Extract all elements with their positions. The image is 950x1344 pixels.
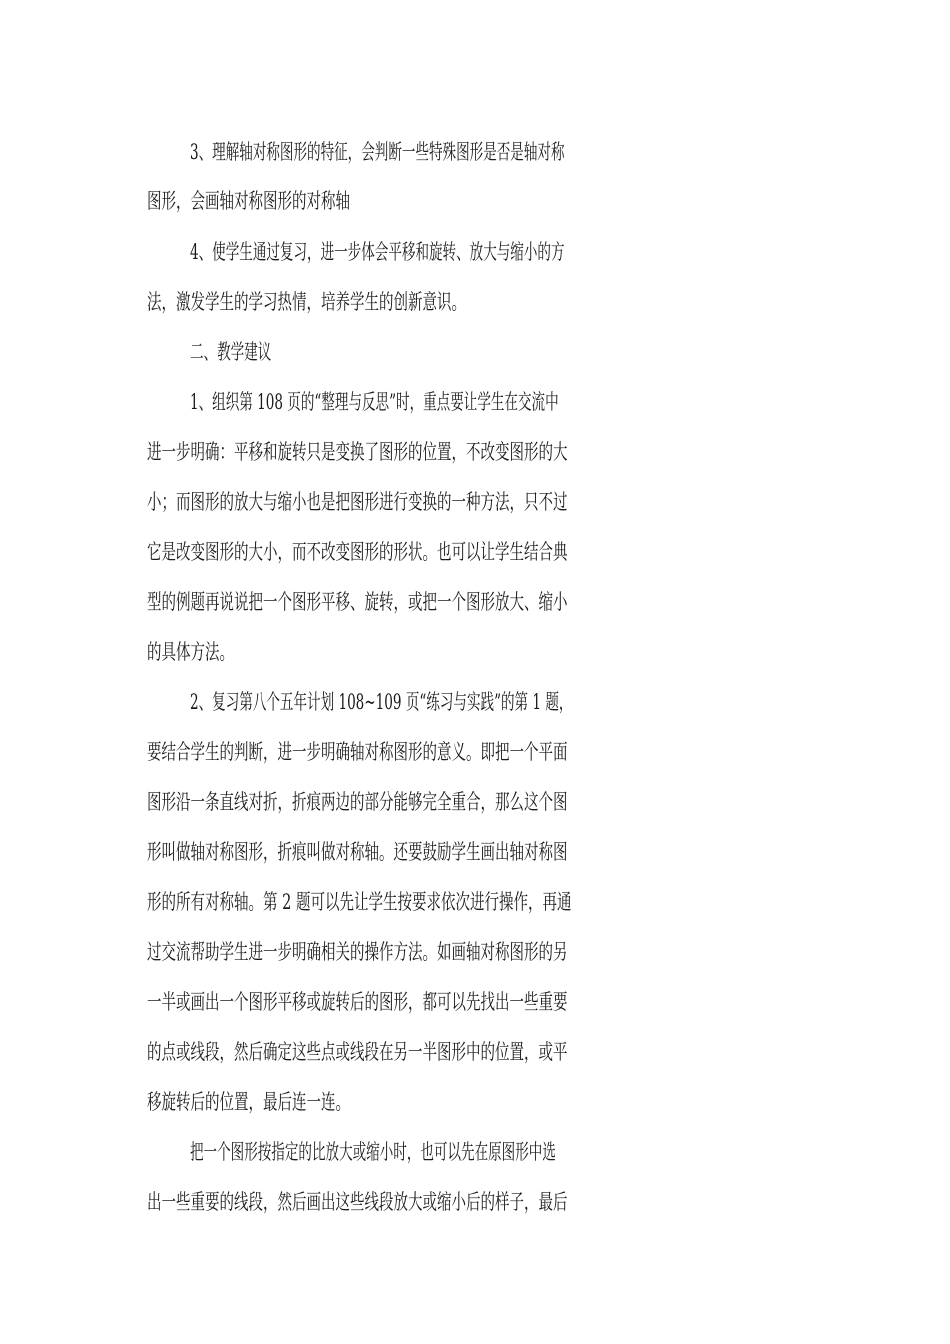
text-line: 小；而图形的放大与缩小也是把图形进行变换的一种方法，只不过 [147, 490, 568, 514]
text-line: 型的例题再说说把一个图形平移、旋转，或把一个图形放大、缩小 [147, 590, 568, 614]
text-line: 法，激发学生的学习热情，培养学生的创新意识。 [147, 290, 467, 314]
text-line: 图形，会画轴对称图形的对称轴 [147, 189, 351, 213]
text-line: 出一些重要的线段，然后画出这些线段放大或缩小后的样子，最后 [147, 1190, 568, 1214]
text-line: 4、使学生通过复习，进一步体会平移和旋转、放大与缩小的方 [190, 240, 565, 264]
text-line: 的点或线段，然后确定这些点或线段在另一半图形中的位置，或平 [147, 1040, 568, 1064]
text-line: 3、理解轴对称图形的特征，会判断一些特殊图形是否是轴对称 [190, 140, 565, 164]
text-line: 要结合学生的判断，进一步明确轴对称图形的意义。即把一个平面 [147, 740, 568, 764]
text-line: 移旋转后的位置，最后连一连。 [147, 1090, 351, 1114]
text-line: 1、组织第 108 页的“整理与反思”时，重点要让学生在交流中 [190, 390, 559, 414]
text-line: 的具体方法。 [147, 640, 235, 664]
text-line: 形叫做轴对称图形，折痕叫做对称轴。还要鼓励学生画出轴对称图 [147, 840, 568, 864]
text-line: 把一个图形按指定的比放大或缩小时，也可以先在原图形中选 [190, 1140, 556, 1164]
text-line: 形的所有对称轴。第 2 题可以先让学生按要求依次进行操作，再通 [147, 890, 572, 914]
text-line: 过交流帮助学生进一步明确相关的操作方法。如画轴对称图形的另 [147, 940, 568, 964]
section-heading: 二、教学建议 [190, 340, 272, 364]
text-line: 2、复习第八个五年计划 108~109 页“练习与实践”的第 1 题， [190, 690, 573, 714]
text-line: 图形沿一条直线对折，折痕两边的部分能够完全重合，那么这个图 [147, 790, 568, 814]
text-line: 一半或画出一个图形平移或旋转后的图形，都可以先找出一些重要 [147, 990, 568, 1014]
text-line: 进一步明确：平移和旋转只是变换了图形的位置，不改变图形的大 [147, 440, 568, 464]
text-line: 它是改变图形的大小，而不改变图形的形状。也可以让学生结合典 [147, 540, 568, 564]
